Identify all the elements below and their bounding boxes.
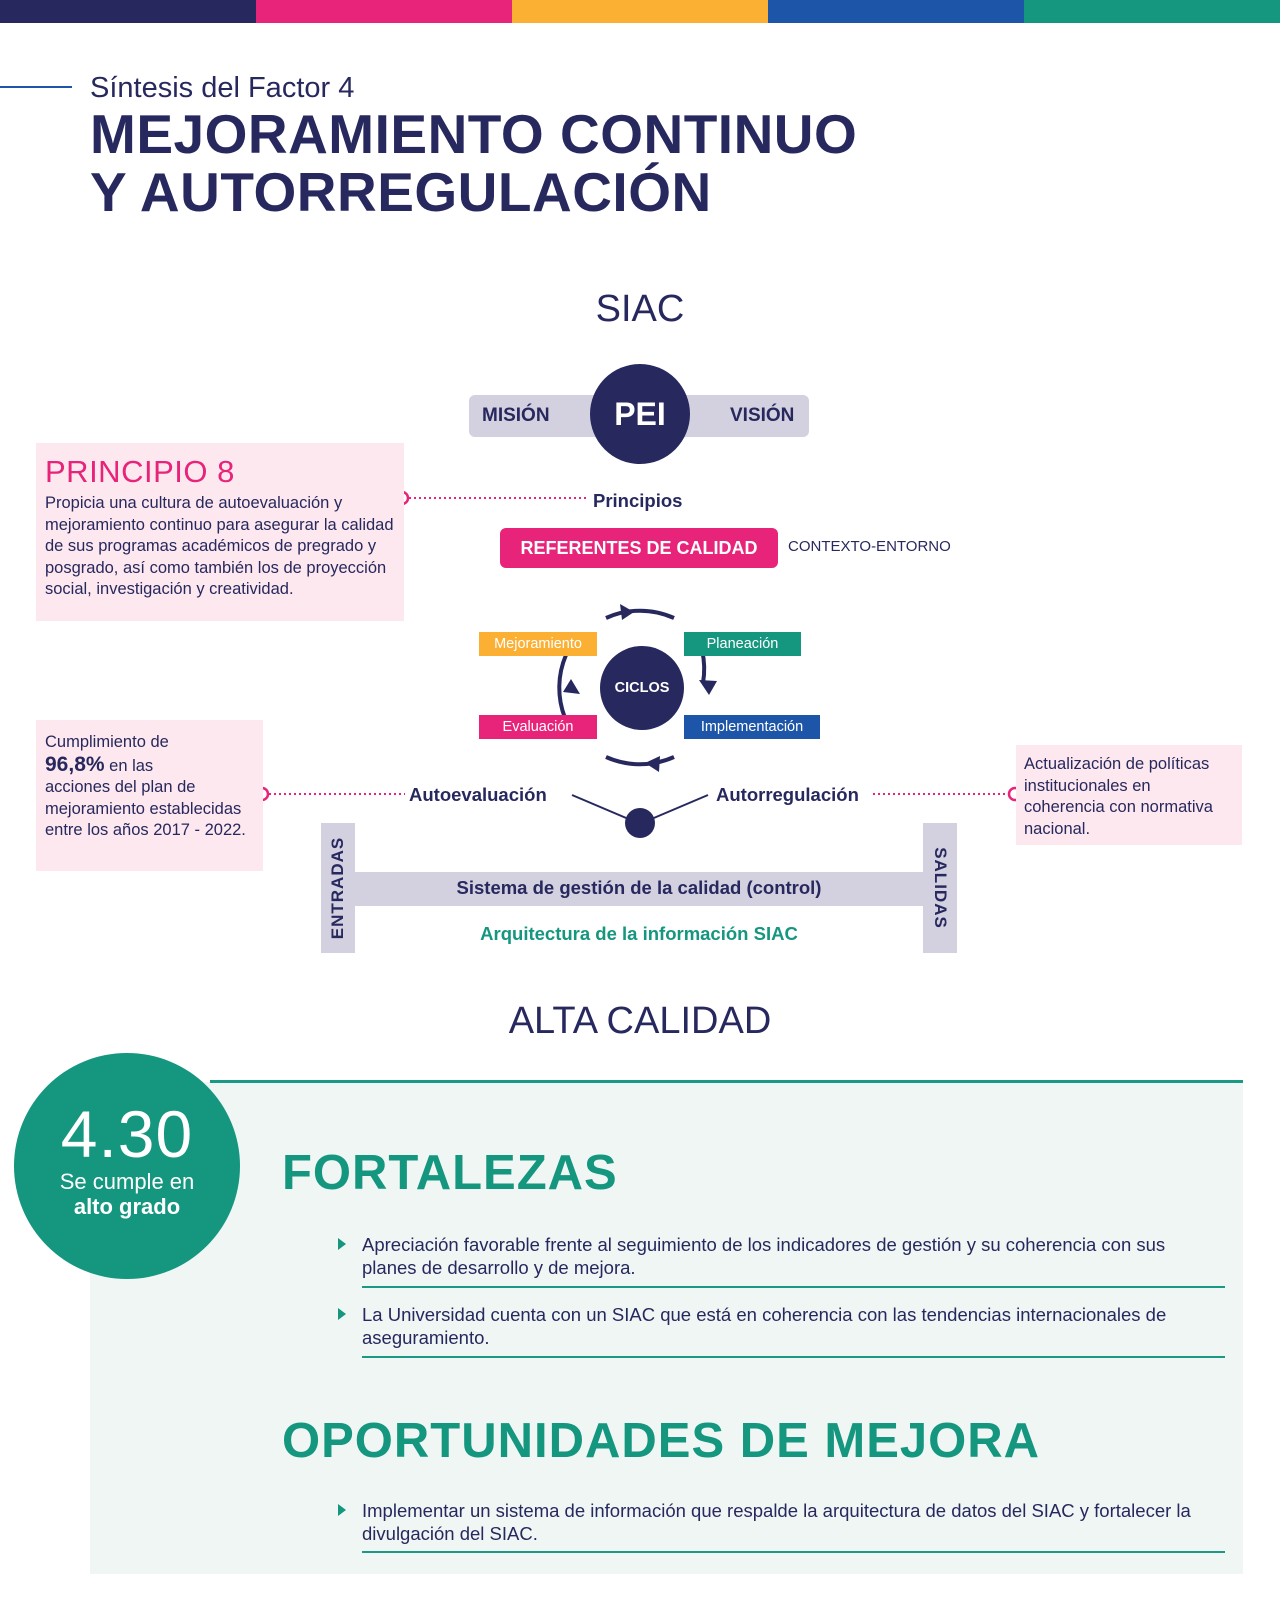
- cumplimiento-line1: Cumplimiento de: [45, 733, 169, 751]
- oportunidad-text-1: Implementar un sistema de información que respalde la arquitectura de datos del SIAC y fortalecer la divulgación del SIAC.: [362, 1500, 1191, 1544]
- oportunidad-separator-1: [362, 1551, 1225, 1553]
- arrowhead-bottom: [645, 756, 660, 772]
- actualizacion-text: Actualización de políticas institucionales en coherencia con normativa nacional.: [1024, 755, 1213, 838]
- page-title-line-1: MEJORAMIENTO CONTINUO: [90, 103, 858, 165]
- autoevaluacion-label: Autoevaluación: [409, 784, 547, 805]
- alta-calidad-label: ALTA CALIDAD: [508, 1000, 772, 1042]
- cumplimiento-line2: en las: [109, 756, 154, 775]
- fortaleza-separator-1: [362, 1286, 1225, 1288]
- actualizacion-box: [1016, 745, 1242, 845]
- page-title-line-2: Y AUTORREGULACIÓN: [90, 161, 712, 223]
- convergence-dot: [625, 808, 655, 838]
- cumplimiento-rest: acciones del plan de mejoramiento establecidas entre los años 2017 - 2022.: [45, 778, 246, 839]
- autorregulacion-label: Autorregulación: [716, 784, 859, 805]
- fortalezas-title: FORTALEZAS: [282, 1146, 618, 1200]
- cumplimiento-percentage: 96,8%: [45, 752, 105, 776]
- arrowhead-left: [563, 679, 580, 694]
- contexto-entorno-label: CONTEXTO-ENTORNO: [788, 538, 951, 555]
- salidas-label: SALIDAS: [931, 847, 950, 929]
- summary-panel-top-line: [210, 1080, 1243, 1083]
- oportunidad-item-1: [338, 1499, 1202, 1545]
- score-value: 4.30: [60, 1097, 194, 1171]
- bullet-arrow-icon: [338, 1238, 346, 1250]
- siac-label: SIAC: [595, 288, 685, 330]
- principio-box: [36, 443, 404, 621]
- principio-text: Propicia una cultura de autoevaluación y mejoramiento continuo para asegurar la calidad de sus programas académicos de pregrado y posgrado, así como también los de proyección social, investigación y creatividad.: [45, 494, 394, 598]
- page-subtitle: Síntesis del Factor 4: [90, 72, 355, 104]
- principio-title: PRINCIPIO 8: [45, 454, 235, 489]
- score-circle: [14, 1053, 240, 1279]
- cycle-arc-left: [559, 655, 566, 718]
- fortaleza-text-1: Apreciación favorable frente al seguimiento de los indicadores de gestión y su coherencia con sus planes de desarrollo y de mejora.: [362, 1234, 1166, 1278]
- fortaleza-text-2: La Universidad cuenta con un SIAC que está en coherencia con las tendencias internacionales de aseguramiento.: [362, 1304, 1167, 1348]
- fortaleza-separator-2: [362, 1356, 1225, 1358]
- arrowhead-top: [620, 604, 634, 620]
- cycle-tag-evaluacion: Evaluación: [479, 715, 597, 739]
- fortaleza-item-1: [338, 1233, 1202, 1279]
- arrowhead-right: [699, 680, 717, 695]
- score-label-line2: alto grado: [73, 1194, 181, 1219]
- ciclos-circle: CICLOS: [600, 646, 684, 730]
- cycle-arc-bottom: [606, 757, 674, 764]
- mision-label: MISIÓN: [482, 405, 550, 426]
- entradas-label: ENTRADAS: [328, 836, 347, 940]
- vision-label: VISIÓN: [730, 405, 795, 426]
- cumplimiento-box: [36, 720, 263, 871]
- cycle-tag-planeacion: Planeación: [684, 632, 801, 656]
- pei-circle: PEI: [590, 364, 690, 464]
- bullet-arrow-icon: [338, 1308, 346, 1320]
- cycle-tag-implementacion: Implementación: [684, 715, 820, 739]
- arquitectura-label: Arquitectura de la información SIAC: [480, 923, 798, 944]
- principios-label: Principios: [593, 490, 683, 511]
- oportunidades-title: OPORTUNIDADES DE MEJORA: [282, 1414, 1041, 1468]
- fortaleza-item-2: [338, 1303, 1202, 1349]
- bullet-arrow-icon: [338, 1504, 346, 1516]
- cycle-arc-top: [606, 611, 674, 618]
- sistema-label: Sistema de gestión de la calidad (control): [456, 877, 822, 898]
- score-label-line1: Se cumple en: [59, 1169, 195, 1194]
- cycle-tag-mejoramiento: Mejoramiento: [479, 632, 597, 656]
- referentes-calidad-label: REFERENTES DE CALIDAD: [500, 528, 778, 568]
